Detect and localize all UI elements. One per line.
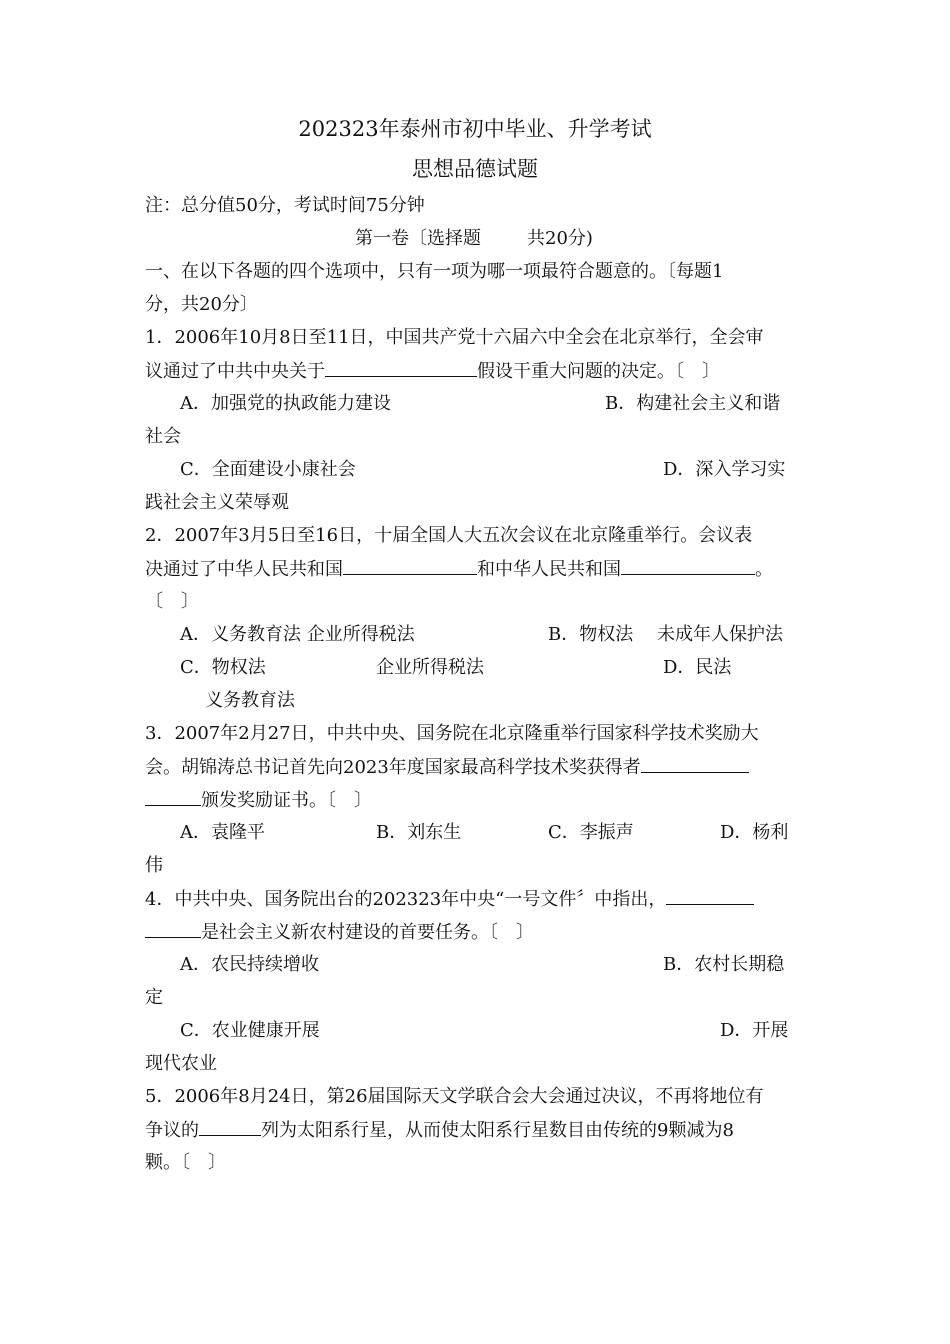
- question-1-option-a: A．加强党的执政能力建设: [180, 393, 391, 414]
- question-4-stem-line-2: [145, 920, 534, 945]
- question-3-option-d: D．杨利: [720, 822, 789, 843]
- question-2-text-c: 。: [755, 559, 773, 580]
- question-4-stem: [145, 887, 754, 912]
- question-1-option-d: D．深入学习实: [663, 459, 786, 480]
- question-2-stem: 2．2007年3月5日至16日，十届全国人大五次会议在北京隆重举行。会议表: [145, 525, 753, 546]
- question-1-option-c: C．全面建设小康社会: [180, 459, 356, 480]
- question-4-text-a: 4．中共中央、国务院出台的202323年中央“一号文件〞中指出，: [145, 889, 667, 910]
- question-3-stem: 3．2007年2月27日，中共中央、国务院在北京隆重举行国家科学技术奖励大: [145, 723, 759, 744]
- question-3-option-c: C．李振声: [548, 822, 634, 843]
- answer-blank: [199, 1118, 261, 1136]
- question-1-text-b: 假设干重大问题的决定。〔 〕: [477, 361, 720, 382]
- question-1-option-b-continued: 社会: [145, 426, 181, 447]
- question-2-text-b: 和中华人民共和国: [477, 559, 621, 580]
- question-3-text-b: 颁发奖励证书。〔 〕: [201, 790, 372, 811]
- answer-blank: [325, 359, 477, 377]
- question-1-stem-line-2: [145, 359, 720, 384]
- question-2-option-d-continued: 义务教育法: [205, 690, 295, 711]
- question-3-stem-line-2: [145, 755, 749, 780]
- question-2-option-d: D．民法: [663, 657, 732, 678]
- question-2-text-a: 决通过了中华人民共和国: [145, 559, 343, 580]
- question-1-option-b: B．构建社会主义和谐: [605, 393, 781, 414]
- question-4-option-c: C．农业健康开展: [180, 1020, 320, 1041]
- question-1-text-a: 议通过了中共中央关于: [145, 361, 325, 382]
- instructions-line-1: 一、在以下各题的四个选项中，只有一项为哪一项最符合题意的。〔每题1: [145, 261, 724, 282]
- answer-blank: [343, 557, 477, 575]
- question-4-text-b: 是社会主义新农村建设的首要任务。〔 〕: [201, 922, 534, 943]
- question-2-answer-bracket: 〔 〕: [145, 591, 199, 612]
- question-2-option-c: C．物权法: [180, 657, 266, 678]
- question-3-text-a: 会。胡锦涛总书记首先向2023年度国家最高科学技术奖获得者: [145, 757, 641, 778]
- question-3-option-a: A．袁隆平: [180, 822, 265, 843]
- question-4-option-b-continued: 定: [145, 987, 163, 1008]
- question-2-option-c-second: 企业所得税法: [376, 657, 484, 678]
- answer-blank: [666, 887, 754, 905]
- exam-title: 202323年泰州市初中毕业、升学考试: [298, 117, 652, 141]
- question-2-option-b: B．物权法 未成年人保护法: [548, 624, 783, 645]
- question-4-option-a: A．农民持续增收: [180, 954, 319, 975]
- question-1-option-d-continued: 践社会主义荣辱观: [145, 492, 289, 513]
- exam-subtitle: 思想品德试题: [412, 157, 538, 181]
- question-3-option-b: B．刘东生: [376, 822, 462, 843]
- answer-blank: [641, 755, 749, 773]
- question-3-stem-line-3: [145, 788, 372, 813]
- question-4-option-d-continued: 现代农业: [145, 1053, 217, 1074]
- answer-blank: [621, 557, 755, 575]
- question-5-stem-line-3: 颗。〔 〕: [145, 1152, 226, 1173]
- question-3-option-d-continued: 伟: [145, 855, 163, 876]
- question-5-text-b: 列为太阳系行星，从而使太阳系行星数目由传统的9颗减为8: [261, 1120, 734, 1141]
- answer-blank: [145, 920, 201, 938]
- question-5-stem-line-2: [145, 1118, 734, 1143]
- question-4-option-b: B．农村长期稳: [663, 954, 785, 975]
- section-points: 共20分): [527, 228, 593, 249]
- section-label: 第一卷〔选择题: [355, 228, 481, 249]
- exam-note: 注：总分值50分，考试时间75分钟: [145, 195, 425, 216]
- instructions-line-2: 分，共20分〕: [145, 294, 258, 315]
- answer-blank: [145, 788, 201, 806]
- question-1-stem: 1．2006年10月8日至11日，中国共产党十六届六中全会在北京举行，全会审: [145, 327, 764, 348]
- question-5-text-a: 争议的: [145, 1120, 199, 1141]
- question-2-stem-line-2: [145, 557, 773, 582]
- question-4-option-d: D．开展: [720, 1020, 789, 1041]
- question-2-option-a: A．义务教育法 企业所得税法: [180, 624, 415, 645]
- question-5-stem: 5．2006年8月24日，第26届国际天文学联合会大会通过决议，不再将地位有: [145, 1086, 764, 1107]
